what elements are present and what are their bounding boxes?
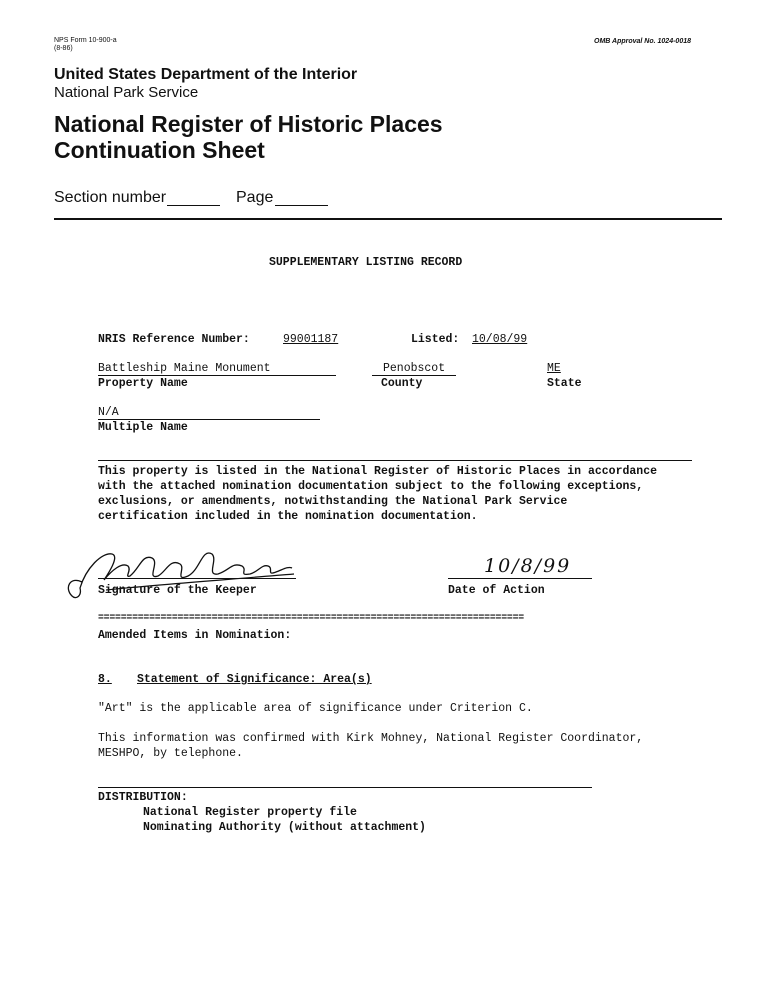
date-of-action-label: Date of Action — [448, 584, 545, 597]
county-label: County — [381, 377, 423, 390]
omb-approval: OMB Approval No. 1024-0018 — [594, 38, 691, 45]
distribution-rule — [98, 787, 592, 788]
listed-value: 10/08/99 — [472, 333, 528, 346]
distribution-item: National Register property file — [143, 806, 357, 819]
state-value: ME — [547, 362, 561, 375]
amended-heading: Amended Items in Nomination: — [98, 629, 292, 642]
amended-item-title: Statement of Significance: Area(s) — [137, 673, 372, 686]
department-name: United States Department of the Interior — [54, 66, 358, 83]
signature-line — [98, 578, 296, 579]
statement-top-rule — [98, 460, 692, 461]
header-divider — [54, 218, 722, 220]
form-date: (8-86) — [54, 45, 73, 52]
state-label: State — [547, 377, 582, 390]
property-name-underline — [98, 375, 336, 376]
statement-line: with the attached nomination documentation subject to the following exceptions, — [98, 480, 644, 493]
service-name: National Park Service — [54, 84, 199, 101]
amendment-paragraph: This information was confirmed with Kirk Mohney, National Register Coordinator, — [98, 732, 644, 745]
multiple-name-underline — [98, 419, 320, 420]
signature-label: Signature of the Keeper — [98, 584, 257, 597]
page-subtitle: Continuation Sheet — [54, 137, 265, 163]
nris-value: 99001187 — [283, 333, 339, 346]
county-value: Penobscot — [383, 362, 446, 375]
section-number-field — [167, 205, 220, 206]
property-name-label: Property Name — [98, 377, 188, 390]
section-number-label: Section number — [54, 189, 167, 206]
multiple-name-value: N/A — [98, 406, 119, 419]
page-label: Page — [236, 189, 274, 206]
statement-line: This property is listed in the National Register of Historic Places in accordance — [98, 465, 657, 478]
nris-label: NRIS Reference Number: — [98, 333, 250, 346]
amendment-paragraph: MESHPO, by telephone. — [98, 747, 243, 760]
date-of-action-value: 10/8/99 — [484, 555, 572, 577]
page-title: National Register of Historic Places — [54, 111, 443, 137]
multiple-name-label: Multiple Name — [98, 421, 188, 434]
form-number: NPS Form 10-900-a — [54, 37, 117, 44]
date-line — [448, 578, 592, 579]
amended-item-number: 8. — [98, 673, 112, 686]
page-field — [275, 205, 328, 206]
distribution-heading: DISTRIBUTION: — [98, 791, 188, 804]
amendment-paragraph: "Art" is the applicable area of significance under Criterion C. — [98, 702, 533, 715]
record-heading: SUPPLEMENTARY LISTING RECORD — [269, 256, 463, 269]
distribution-item: Nominating Authority (without attachment) — [143, 821, 426, 834]
statement-line: certification included in the nomination documentation. — [98, 510, 478, 523]
listed-label: Listed: — [411, 333, 460, 346]
property-name-value: Battleship Maine Monument — [98, 362, 271, 375]
county-underline — [372, 375, 456, 376]
statement-line: exclusions, or amendments, notwithstanding the National Park Service — [98, 495, 568, 508]
separator-line: =========================================================================== — [98, 612, 524, 623]
